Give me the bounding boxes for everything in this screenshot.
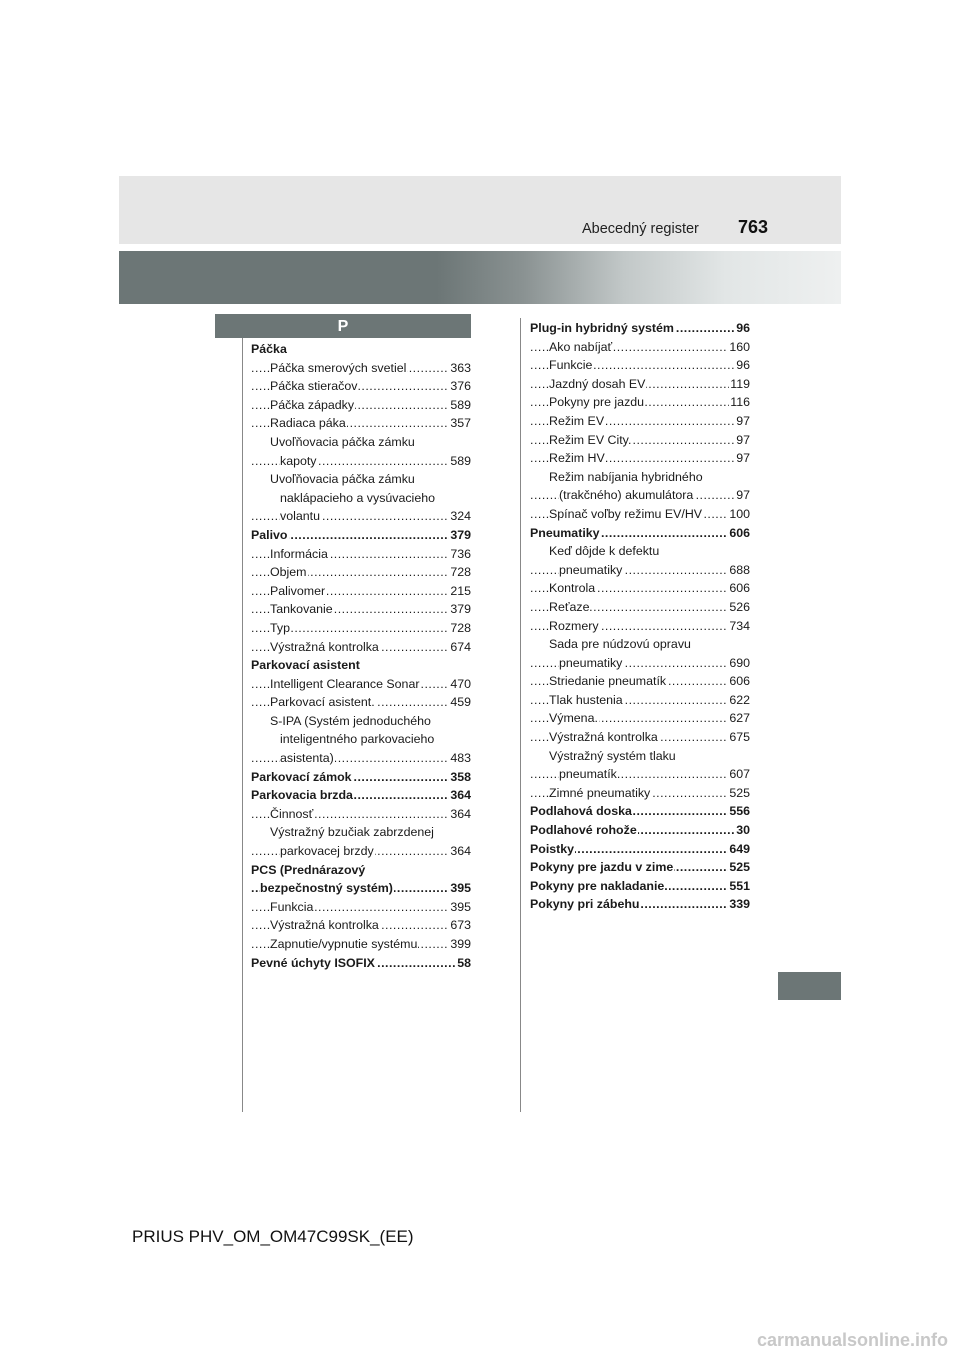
index-entry-label: Páčka stieračov: [270, 379, 358, 394]
index-entry-page[interactable]: 606: [728, 672, 750, 691]
index-entry-page[interactable]: 363: [449, 359, 471, 378]
index-entry-label: Tlak hustenia: [549, 692, 623, 707]
index-entry-page[interactable]: 736: [449, 545, 471, 564]
index-entry[interactable]: [530, 449, 750, 468]
index-entry[interactable]: [530, 579, 750, 598]
index-entry-label: Funkcie: [549, 358, 593, 373]
index-entry[interactable]: [251, 359, 471, 378]
index-entry[interactable]: [251, 916, 471, 935]
index-entry-label: volantu: [280, 509, 320, 524]
index-entry[interactable]: [251, 898, 471, 917]
index-entry-page[interactable]: 364: [449, 805, 471, 824]
index-entry-label: Uvoľňovacia páčka zámku: [270, 434, 415, 449]
section-title: Abecedný register: [582, 221, 699, 237]
index-entry[interactable]: [530, 431, 750, 450]
index-entry-label: Plug-in hybridný systém: [530, 321, 674, 335]
index-entry[interactable]: [251, 507, 471, 526]
index-entry[interactable]: [530, 393, 750, 412]
index-entry-page[interactable]: 551: [728, 877, 750, 896]
watermark: carmanualsonline.info: [756, 1330, 948, 1350]
index-entry-page[interactable]: 96: [735, 319, 750, 338]
index-entry-label: parkovacej brzdy: [280, 844, 374, 859]
index-entry[interactable]: [251, 749, 471, 768]
index-entry[interactable]: [251, 582, 471, 601]
index-entry-page[interactable]: 734: [728, 617, 750, 636]
index-entry-label: inteligentného parkovacieho: [280, 732, 435, 747]
index-entry-label: Zapnutie/vypnutie systému: [270, 937, 418, 951]
index-entry-label: Parkovací zámok: [251, 769, 352, 784]
index-entry-label: Poistky: [530, 841, 575, 856]
index-entry: [251, 712, 471, 731]
index-entry-label: Keď dôjde k defektu: [549, 544, 660, 559]
index-entry-page[interactable]: 100: [728, 505, 750, 524]
index-entry-page[interactable]: 97: [735, 412, 750, 431]
index-entry-label: Výstražná kontrolka: [270, 639, 379, 654]
index-entry[interactable]: [530, 375, 750, 394]
index-entry: [251, 470, 471, 489]
index-entry-label: Palivo: [251, 527, 288, 542]
index-entry[interactable]: [251, 526, 471, 545]
index-entry-label: Funkcia: [270, 899, 314, 914]
index-entry-page[interactable]: 96: [735, 356, 750, 375]
index-entry-page[interactable]: 525: [728, 784, 750, 803]
index-letter-heading: P: [215, 314, 471, 338]
index-entry-label: Spínač voľby režimu EV/HV: [549, 506, 703, 521]
index-entry-label: Páčka smerových svetiel: [270, 360, 407, 375]
index-entry-label: Výstražná kontrolka: [270, 918, 379, 933]
index-entry-page[interactable]: 728: [449, 619, 471, 638]
column-divider-left: [242, 318, 243, 1112]
index-entry-label: Podlahové rohože: [530, 823, 637, 838]
index-entry-label: Výmena.: [549, 711, 598, 726]
index-entry-label: Činnosť: [270, 806, 314, 821]
index-entry[interactable]: [251, 693, 471, 712]
index-entry-page[interactable]: 97: [735, 449, 750, 468]
index-entry-page[interactable]: 459: [449, 693, 471, 712]
index-entry: [251, 730, 471, 749]
index-entry-label: Pokyny pre nakladanie.: [530, 878, 668, 893]
index-entry[interactable]: [251, 619, 471, 638]
index-entry[interactable]: [251, 879, 471, 898]
index-entry[interactable]: [530, 338, 750, 357]
index-entry-label: S-IPA (Systém jednoduchého: [270, 713, 431, 728]
index-entry-label: Palivomer: [270, 583, 326, 598]
index-entry-page[interactable]: 526: [728, 598, 750, 617]
index-entry: [530, 468, 750, 487]
index-entry-page[interactable]: 379: [449, 526, 471, 545]
index-entry-label: Pokyny pri zábehu: [530, 897, 640, 912]
document-code: PRIUS PHV_OM_OM47C99SK_(EE): [132, 1227, 414, 1246]
index-entry-page[interactable]: 649: [728, 840, 750, 859]
page-number: 763: [738, 217, 769, 237]
index-entry[interactable]: [530, 654, 750, 673]
index-entry[interactable]: [251, 377, 471, 396]
index-entry[interactable]: [251, 452, 471, 471]
index-entry-label: pneumatiky: [559, 655, 623, 670]
index-entry-label: Reťaze: [549, 599, 590, 614]
index-entry-label: Kontrola: [549, 581, 596, 596]
index-entry-label: Režim EV: [549, 413, 605, 428]
index-entry[interactable]: [530, 709, 750, 728]
index-entry-label: Objem: [270, 565, 307, 580]
index-entry-label: pneumatiky: [559, 562, 623, 577]
index-entry: [251, 823, 471, 842]
index-entry-page[interactable]: 116: [729, 393, 750, 412]
index-entry[interactable]: [530, 821, 750, 840]
index-entry-page[interactable]: 30: [735, 821, 750, 840]
index-entry-page[interactable]: 483: [449, 749, 471, 768]
index-entry[interactable]: [530, 895, 750, 914]
index-entry: [530, 635, 750, 654]
index-entry[interactable]: [530, 505, 750, 524]
index-entry: [530, 542, 750, 561]
index-entry-label: Tankovanie: [270, 602, 333, 617]
index-entry-page[interactable]: 627: [728, 709, 750, 728]
index-entry-label: Radiaca páka: [270, 416, 346, 431]
index-entry: [251, 861, 471, 880]
index-entry[interactable]: [530, 486, 750, 505]
index-entry[interactable]: [530, 840, 750, 859]
decorative-gradient-band: [119, 251, 841, 304]
index-entry[interactable]: [251, 842, 471, 861]
index-entry[interactable]: [530, 598, 750, 617]
index-entry[interactable]: [530, 728, 750, 747]
index-entry-label: Pokyny pre jazdu: [549, 395, 645, 410]
index-entry[interactable]: [251, 600, 471, 619]
index-entry-page[interactable]: 160: [728, 338, 750, 357]
index-column-right: [530, 319, 750, 914]
index-entry-label: Parkovací asistent.: [270, 695, 375, 710]
index-entry-page[interactable]: 673: [449, 916, 471, 935]
index-entry[interactable]: [251, 545, 471, 564]
index-entry-page[interactable]: 622: [728, 691, 750, 710]
index-entry[interactable]: [530, 356, 750, 375]
index-entry-label: (trakčného) akumulátora: [559, 488, 694, 503]
index-entry-label: Striedanie pneumatík: [549, 674, 667, 689]
index-entry-label: Výstražný bzučiak zabrzdenej: [270, 825, 434, 840]
index-entry[interactable]: [251, 414, 471, 433]
index-entry[interactable]: [530, 765, 750, 784]
index-entry-label: Páčka západky: [270, 397, 355, 412]
index-entry-page[interactable]: 97: [735, 486, 750, 505]
index-entry-label: PCS (Prednárazový: [251, 862, 366, 877]
index-entry[interactable]: [530, 672, 750, 691]
index-entry-page[interactable]: 376: [449, 377, 471, 396]
index-entry-page[interactable]: 525: [728, 858, 750, 877]
index-entry-page[interactable]: 58: [456, 954, 471, 973]
index-entry-label: Jazdný dosah EV: [549, 376, 646, 391]
index-entry[interactable]: [251, 805, 471, 824]
index-entry-page[interactable]: 395: [449, 898, 471, 917]
index-entry[interactable]: [251, 396, 471, 415]
index-entry-label: Rozmery: [549, 618, 599, 633]
index-entry: [251, 489, 471, 508]
index-entry: [251, 433, 471, 452]
index-entry[interactable]: [530, 858, 750, 877]
index-entry-page[interactable]: 324: [449, 507, 471, 526]
index-entry: [251, 340, 471, 359]
index-entry-page[interactable]: 606: [728, 524, 750, 543]
index-entry[interactable]: [530, 802, 750, 821]
index-entry-label: asistenta): [280, 751, 334, 766]
index-entry-label: Páčka: [251, 342, 287, 356]
index-entry-label: Výstražný systém tlaku: [549, 748, 676, 763]
index-entry[interactable]: [251, 786, 471, 805]
index-entry[interactable]: [530, 319, 750, 338]
index-entry-label: Typ: [270, 620, 290, 635]
index-entry-label: Uvoľňovacia páčka zámku: [270, 472, 415, 487]
index-entry[interactable]: [251, 954, 471, 973]
index-entry-label: Pneumatiky: [530, 525, 600, 540]
index-entry[interactable]: [530, 412, 750, 431]
index-entry[interactable]: [251, 675, 471, 694]
index-column-left: [251, 340, 471, 972]
index-entry[interactable]: [530, 524, 750, 543]
index-entry-page[interactable]: 589: [449, 396, 471, 415]
index-entry-label: Režim EV City.: [549, 432, 632, 447]
index-entry-page[interactable]: 589: [449, 452, 471, 471]
index-entry: [251, 656, 471, 675]
index-entry-label: Podlahová doska: [530, 804, 632, 819]
index-entry-page[interactable]: 690: [728, 654, 750, 673]
index-entry: [530, 747, 750, 766]
index-entry-page[interactable]: 97: [735, 431, 750, 450]
column-divider-right: [520, 318, 521, 1112]
index-entry-label: pneumatík.: [559, 767, 621, 782]
index-entry-page[interactable]: 119: [729, 375, 750, 394]
index-entry-label: naklápacieho a vysúvacieho: [280, 490, 435, 505]
index-entry-page[interactable]: 675: [728, 728, 750, 747]
index-entry-page[interactable]: 395: [449, 879, 471, 898]
index-entry[interactable]: [530, 784, 750, 803]
index-entry[interactable]: [530, 561, 750, 580]
chapter-side-tab[interactable]: [778, 972, 841, 1000]
index-entry-label: Sada pre núdzovú opravu: [549, 637, 691, 652]
index-entry-label: Režim nabíjania hybridného: [549, 469, 703, 484]
index-entry-page[interactable]: 339: [728, 895, 750, 914]
index-entry[interactable]: [251, 563, 471, 582]
index-entry[interactable]: [530, 617, 750, 636]
index-entry[interactable]: [251, 768, 471, 787]
index-entry-page[interactable]: 607: [728, 765, 750, 784]
index-entry-label: Parkovacia brzda: [251, 788, 353, 803]
index-entry-page[interactable]: 556: [728, 802, 750, 821]
index-entry[interactable]: [530, 691, 750, 710]
index-entry[interactable]: [251, 935, 471, 954]
index-entry-page[interactable]: 728: [449, 563, 471, 582]
index-entry-page[interactable]: 688: [728, 561, 750, 580]
index-entry-page[interactable]: 364: [449, 786, 471, 805]
index-entry-page[interactable]: 399: [449, 935, 471, 954]
index-entry-label: kapoty: [280, 453, 317, 468]
index-entry-label: Parkovací asistent: [251, 658, 360, 673]
index-entry-page[interactable]: 606: [728, 579, 750, 598]
index-entry-page[interactable]: 357: [449, 414, 471, 433]
index-entry-label: bezpečnostný systém): [260, 881, 393, 896]
index-entry-page[interactable]: 470: [449, 675, 471, 694]
index-entry-label: Pokyny pre jazdu v zime: [530, 860, 674, 875]
index-entry-label: Zimné pneumatiky: [549, 785, 651, 800]
index-entry-label: Ako nabíjať: [549, 339, 613, 354]
index-entry-page[interactable]: 215: [449, 582, 471, 601]
index-entry-page[interactable]: 358: [449, 768, 471, 787]
index-entry-page[interactable]: 379: [449, 600, 471, 619]
index-entry[interactable]: [530, 877, 750, 896]
index-entry-label: Výstražná kontrolka: [549, 730, 658, 745]
index-entry-label: Informácia: [270, 546, 328, 561]
index-entry[interactable]: [251, 638, 471, 657]
index-entry-label: Pevné úchyty ISOFIX: [251, 955, 375, 970]
index-entry-label: Intelligent Clearance Sonar: [270, 676, 420, 691]
index-entry-page[interactable]: 364: [449, 842, 471, 861]
header-band: [119, 176, 841, 244]
index-entry-page[interactable]: 674: [449, 638, 471, 657]
index-entry-label: Režim HV: [549, 451, 605, 466]
